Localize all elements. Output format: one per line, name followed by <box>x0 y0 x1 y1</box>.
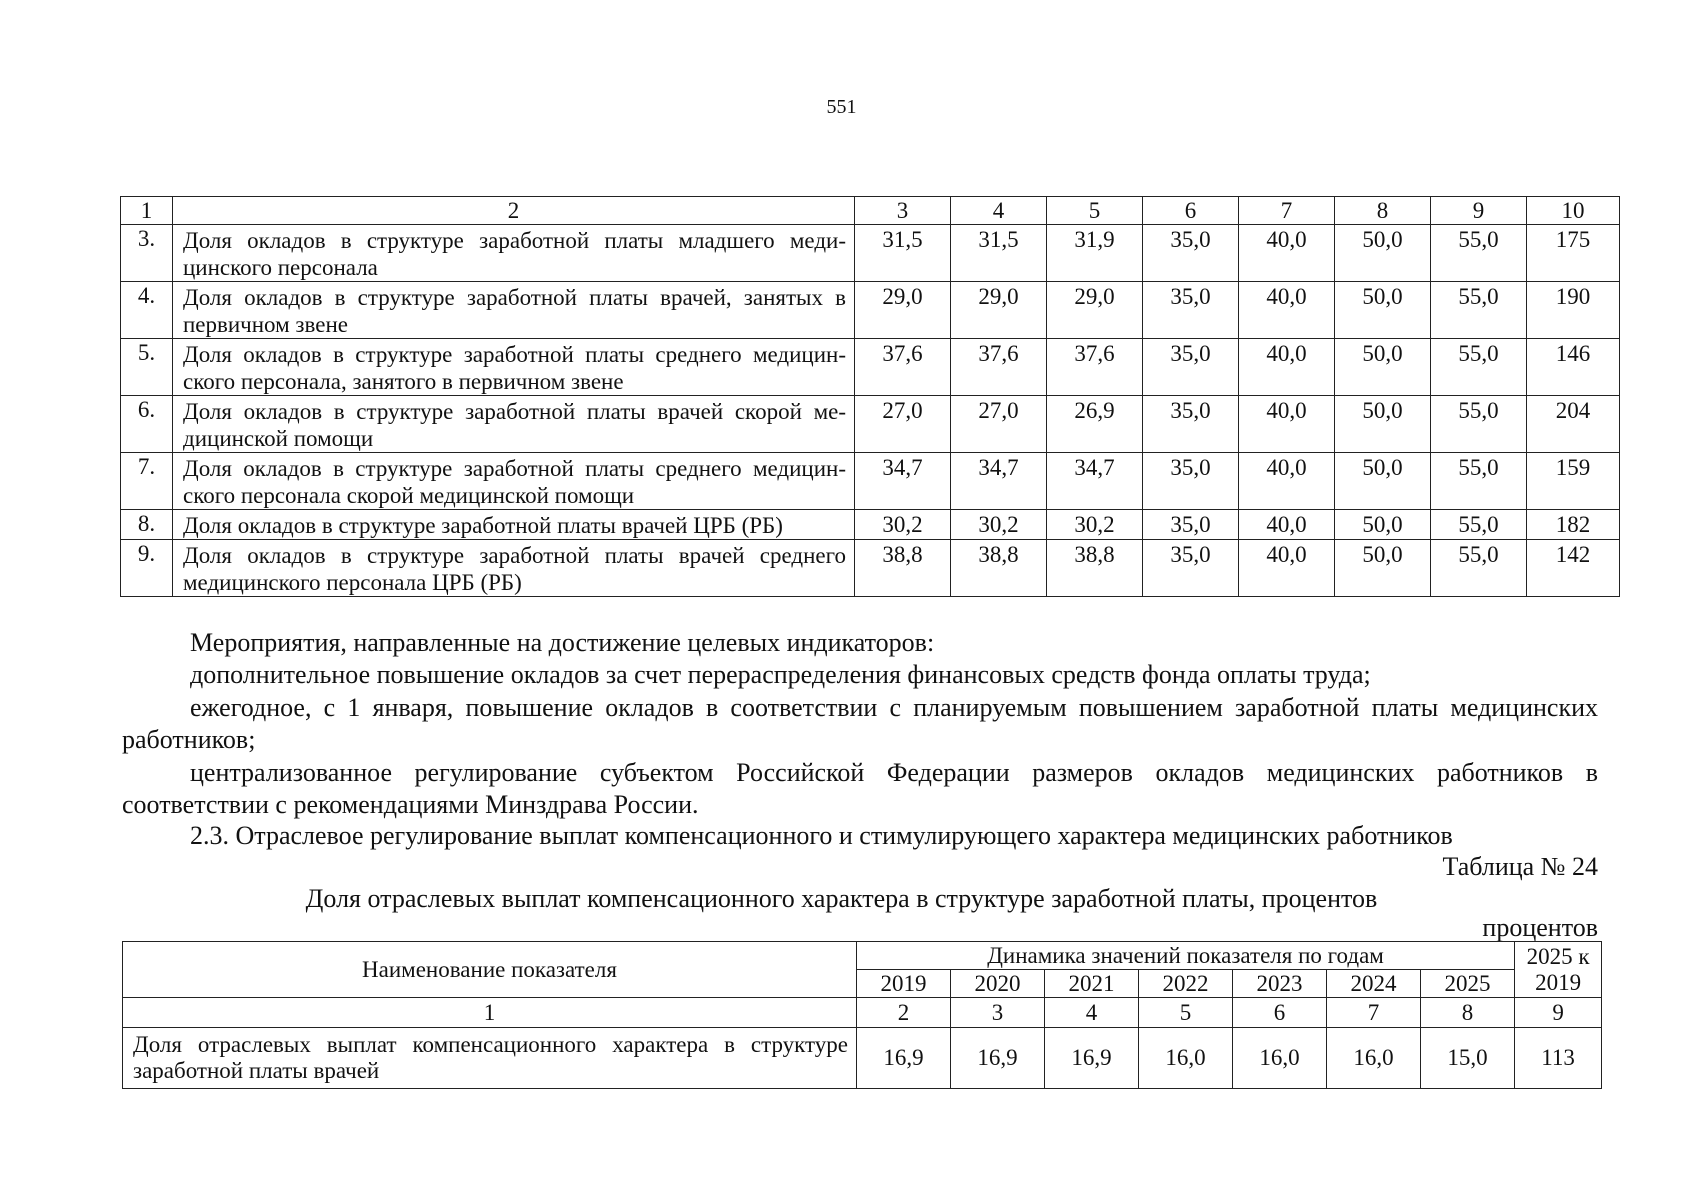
col-header: 3 <box>855 197 951 225</box>
value-cell: 29,0 <box>855 282 951 339</box>
col-header: 5 <box>1047 197 1143 225</box>
value-cell: 55,0 <box>1431 339 1527 396</box>
value-cell: 40,0 <box>1239 510 1335 540</box>
value-cell: 34,7 <box>855 453 951 510</box>
value-cell: 37,6 <box>1047 339 1143 396</box>
year-header: 2020 <box>951 970 1045 998</box>
value-cell: 27,0 <box>951 396 1047 453</box>
value-cell: 35,0 <box>1143 396 1239 453</box>
table-row <box>121 282 1620 339</box>
col-number: 8 <box>1421 998 1515 1028</box>
table-row <box>121 510 1620 540</box>
row-number: 4. <box>121 282 173 339</box>
table-row <box>121 540 1620 597</box>
value-cell: 35,0 <box>1143 339 1239 396</box>
value-cell: 35,0 <box>1143 282 1239 339</box>
value-cell: 37,6 <box>855 339 951 396</box>
value-cell: 175 <box>1527 225 1620 282</box>
year-header: 2022 <box>1139 970 1233 998</box>
page-number: 551 <box>826 96 857 118</box>
value-cell: 55,0 <box>1431 540 1527 597</box>
value-cell: 182 <box>1527 510 1620 540</box>
col-number: 3 <box>951 998 1045 1028</box>
value-cell: 34,7 <box>951 453 1047 510</box>
value-cell: 55,0 <box>1431 225 1527 282</box>
value-cell: 35,0 <box>1143 453 1239 510</box>
value-cell: 40,0 <box>1239 540 1335 597</box>
indicator-name: Доля окладов в структуре заработной платы врачей, занятых в первичном звене <box>173 282 855 339</box>
value-cell: 159 <box>1527 453 1620 510</box>
indicator-name: Доля окладов в структуре заработной платы среднего медицин-ского персонала скорой медицинской помощи <box>173 453 855 510</box>
col-header: 10 <box>1527 197 1620 225</box>
indicator-name: Доля окладов в структуре заработной платы врачей ЦРБ (РБ) <box>173 510 855 540</box>
paragraph-measure-3: централизованное регулирование субъектом Российской Федерации размеров окладов медицинских работников в соответствии с рекомендациями Минздрава России. <box>122 758 1598 819</box>
value-cell: 40,0 <box>1239 225 1335 282</box>
value-cell: 113 <box>1515 1028 1602 1089</box>
row-number: 3. <box>121 225 173 282</box>
table-row <box>121 339 1620 396</box>
value-cell: 50,0 <box>1335 396 1431 453</box>
value-cell: 29,0 <box>1047 282 1143 339</box>
value-cell: 16,9 <box>1045 1028 1139 1089</box>
col-header: 9 <box>1431 197 1527 225</box>
value-cell: 50,0 <box>1335 510 1431 540</box>
col-header: 8 <box>1335 197 1431 225</box>
col-number: 7 <box>1327 998 1421 1028</box>
value-cell: 55,0 <box>1431 282 1527 339</box>
row-number: 7. <box>121 453 173 510</box>
dynamics-header: Динамика значений показателя по годам <box>857 942 1515 970</box>
column-numbers-row <box>123 998 1602 1028</box>
value-cell: 55,0 <box>1431 510 1527 540</box>
value-cell: 16,9 <box>951 1028 1045 1089</box>
value-cell: 31,9 <box>1047 225 1143 282</box>
value-cell: 50,0 <box>1335 225 1431 282</box>
indicator-name: Доля отраслевых выплат компенсационного характера в структуре заработной платы врачей <box>123 1028 857 1089</box>
value-cell: 50,0 <box>1335 540 1431 597</box>
row-number: 8. <box>121 510 173 540</box>
value-cell: 31,5 <box>951 225 1047 282</box>
row-number: 5. <box>121 339 173 396</box>
table-header-row <box>123 942 1602 970</box>
col-number: 4 <box>1045 998 1139 1028</box>
paragraph-measure-1: дополнительное повышение окладов за счет перераспределения финансовых средств фонда оплаты труда; <box>190 660 1371 689</box>
value-cell: 190 <box>1527 282 1620 339</box>
col-header: 4 <box>951 197 1047 225</box>
value-cell: 35,0 <box>1143 510 1239 540</box>
value-cell: 30,2 <box>855 510 951 540</box>
value-cell: 16,0 <box>1327 1028 1421 1089</box>
paragraph-measure-2: ежегодное, с 1 января, повышение окладов в соответствии с планируемым повышением заработной платы медицинских работников; <box>122 693 1598 754</box>
table-label: Таблица № 24 <box>1442 852 1598 881</box>
table-row <box>121 396 1620 453</box>
value-cell: 37,6 <box>951 339 1047 396</box>
indicator-name: Доля окладов в структуре заработной платы младшего меди-цинского персонала <box>173 225 855 282</box>
value-cell: 55,0 <box>1431 453 1527 510</box>
value-cell: 27,0 <box>855 396 951 453</box>
value-cell: 30,2 <box>951 510 1047 540</box>
value-cell: 55,0 <box>1431 396 1527 453</box>
value-cell: 40,0 <box>1239 339 1335 396</box>
value-cell: 29,0 <box>951 282 1047 339</box>
value-cell: 50,0 <box>1335 339 1431 396</box>
table-row <box>121 225 1620 282</box>
col-header: 2 <box>173 197 855 225</box>
compensation-share-table <box>122 941 1602 1089</box>
value-cell: 35,0 <box>1143 540 1239 597</box>
value-cell: 16,0 <box>1233 1028 1327 1089</box>
year-header: 2019 <box>857 970 951 998</box>
col-header: 1 <box>121 197 173 225</box>
table-title: Доля отраслевых выплат компенсационного характера в структуре заработной платы, процентов <box>305 884 1378 913</box>
col-header: 6 <box>1143 197 1239 225</box>
col-number: 2 <box>857 998 951 1028</box>
value-cell: 38,8 <box>1047 540 1143 597</box>
row-number: 9. <box>121 540 173 597</box>
col-header: 7 <box>1239 197 1335 225</box>
table-units: процентов <box>1482 913 1598 942</box>
value-cell: 142 <box>1527 540 1620 597</box>
col-number: 1 <box>123 998 857 1028</box>
value-cell: 50,0 <box>1335 282 1431 339</box>
value-cell: 34,7 <box>1047 453 1143 510</box>
value-cell: 31,5 <box>855 225 951 282</box>
value-cell: 40,0 <box>1239 282 1335 339</box>
salary-share-table <box>120 196 1620 597</box>
value-cell: 35,0 <box>1143 225 1239 282</box>
value-cell: 40,0 <box>1239 453 1335 510</box>
table-row <box>123 1028 1602 1089</box>
indicator-name: Доля окладов в структуре заработной платы среднего медицин-ского персонала, занятого в первичном звене <box>173 339 855 396</box>
value-cell: 204 <box>1527 396 1620 453</box>
col-number: 5 <box>1139 998 1233 1028</box>
value-cell: 16,0 <box>1139 1028 1233 1089</box>
value-cell: 50,0 <box>1335 453 1431 510</box>
value-cell: 40,0 <box>1239 396 1335 453</box>
ratio-header: 2025 к 2019 <box>1515 942 1602 998</box>
indicator-name: Доля окладов в структуре заработной платы врачей скорой ме-дицинской помощи <box>173 396 855 453</box>
col-number: 6 <box>1233 998 1327 1028</box>
value-cell: 38,8 <box>855 540 951 597</box>
value-cell: 15,0 <box>1421 1028 1515 1089</box>
name-header: Наименование показателя <box>123 942 857 998</box>
value-cell: 30,2 <box>1047 510 1143 540</box>
year-header: 2025 <box>1421 970 1515 998</box>
paragraph-measures: Мероприятия, направленные на достижение целевых индикаторов: <box>190 628 935 657</box>
value-cell: 146 <box>1527 339 1620 396</box>
section-heading: 2.3. Отраслевое регулирование выплат компенсационного и стимулирующего характера медицинских работников <box>190 821 1453 850</box>
table-header-row <box>121 197 1620 225</box>
value-cell: 16,9 <box>857 1028 951 1089</box>
value-cell: 26,9 <box>1047 396 1143 453</box>
table-row <box>121 453 1620 510</box>
row-number: 6. <box>121 396 173 453</box>
value-cell: 38,8 <box>951 540 1047 597</box>
year-header: 2021 <box>1045 970 1139 998</box>
indicator-name: Доля окладов в структуре заработной платы врачей среднего медицинского персонала ЦРБ (РБ) <box>173 540 855 597</box>
year-header: 2023 <box>1233 970 1327 998</box>
col-number: 9 <box>1515 998 1602 1028</box>
year-header: 2024 <box>1327 970 1421 998</box>
